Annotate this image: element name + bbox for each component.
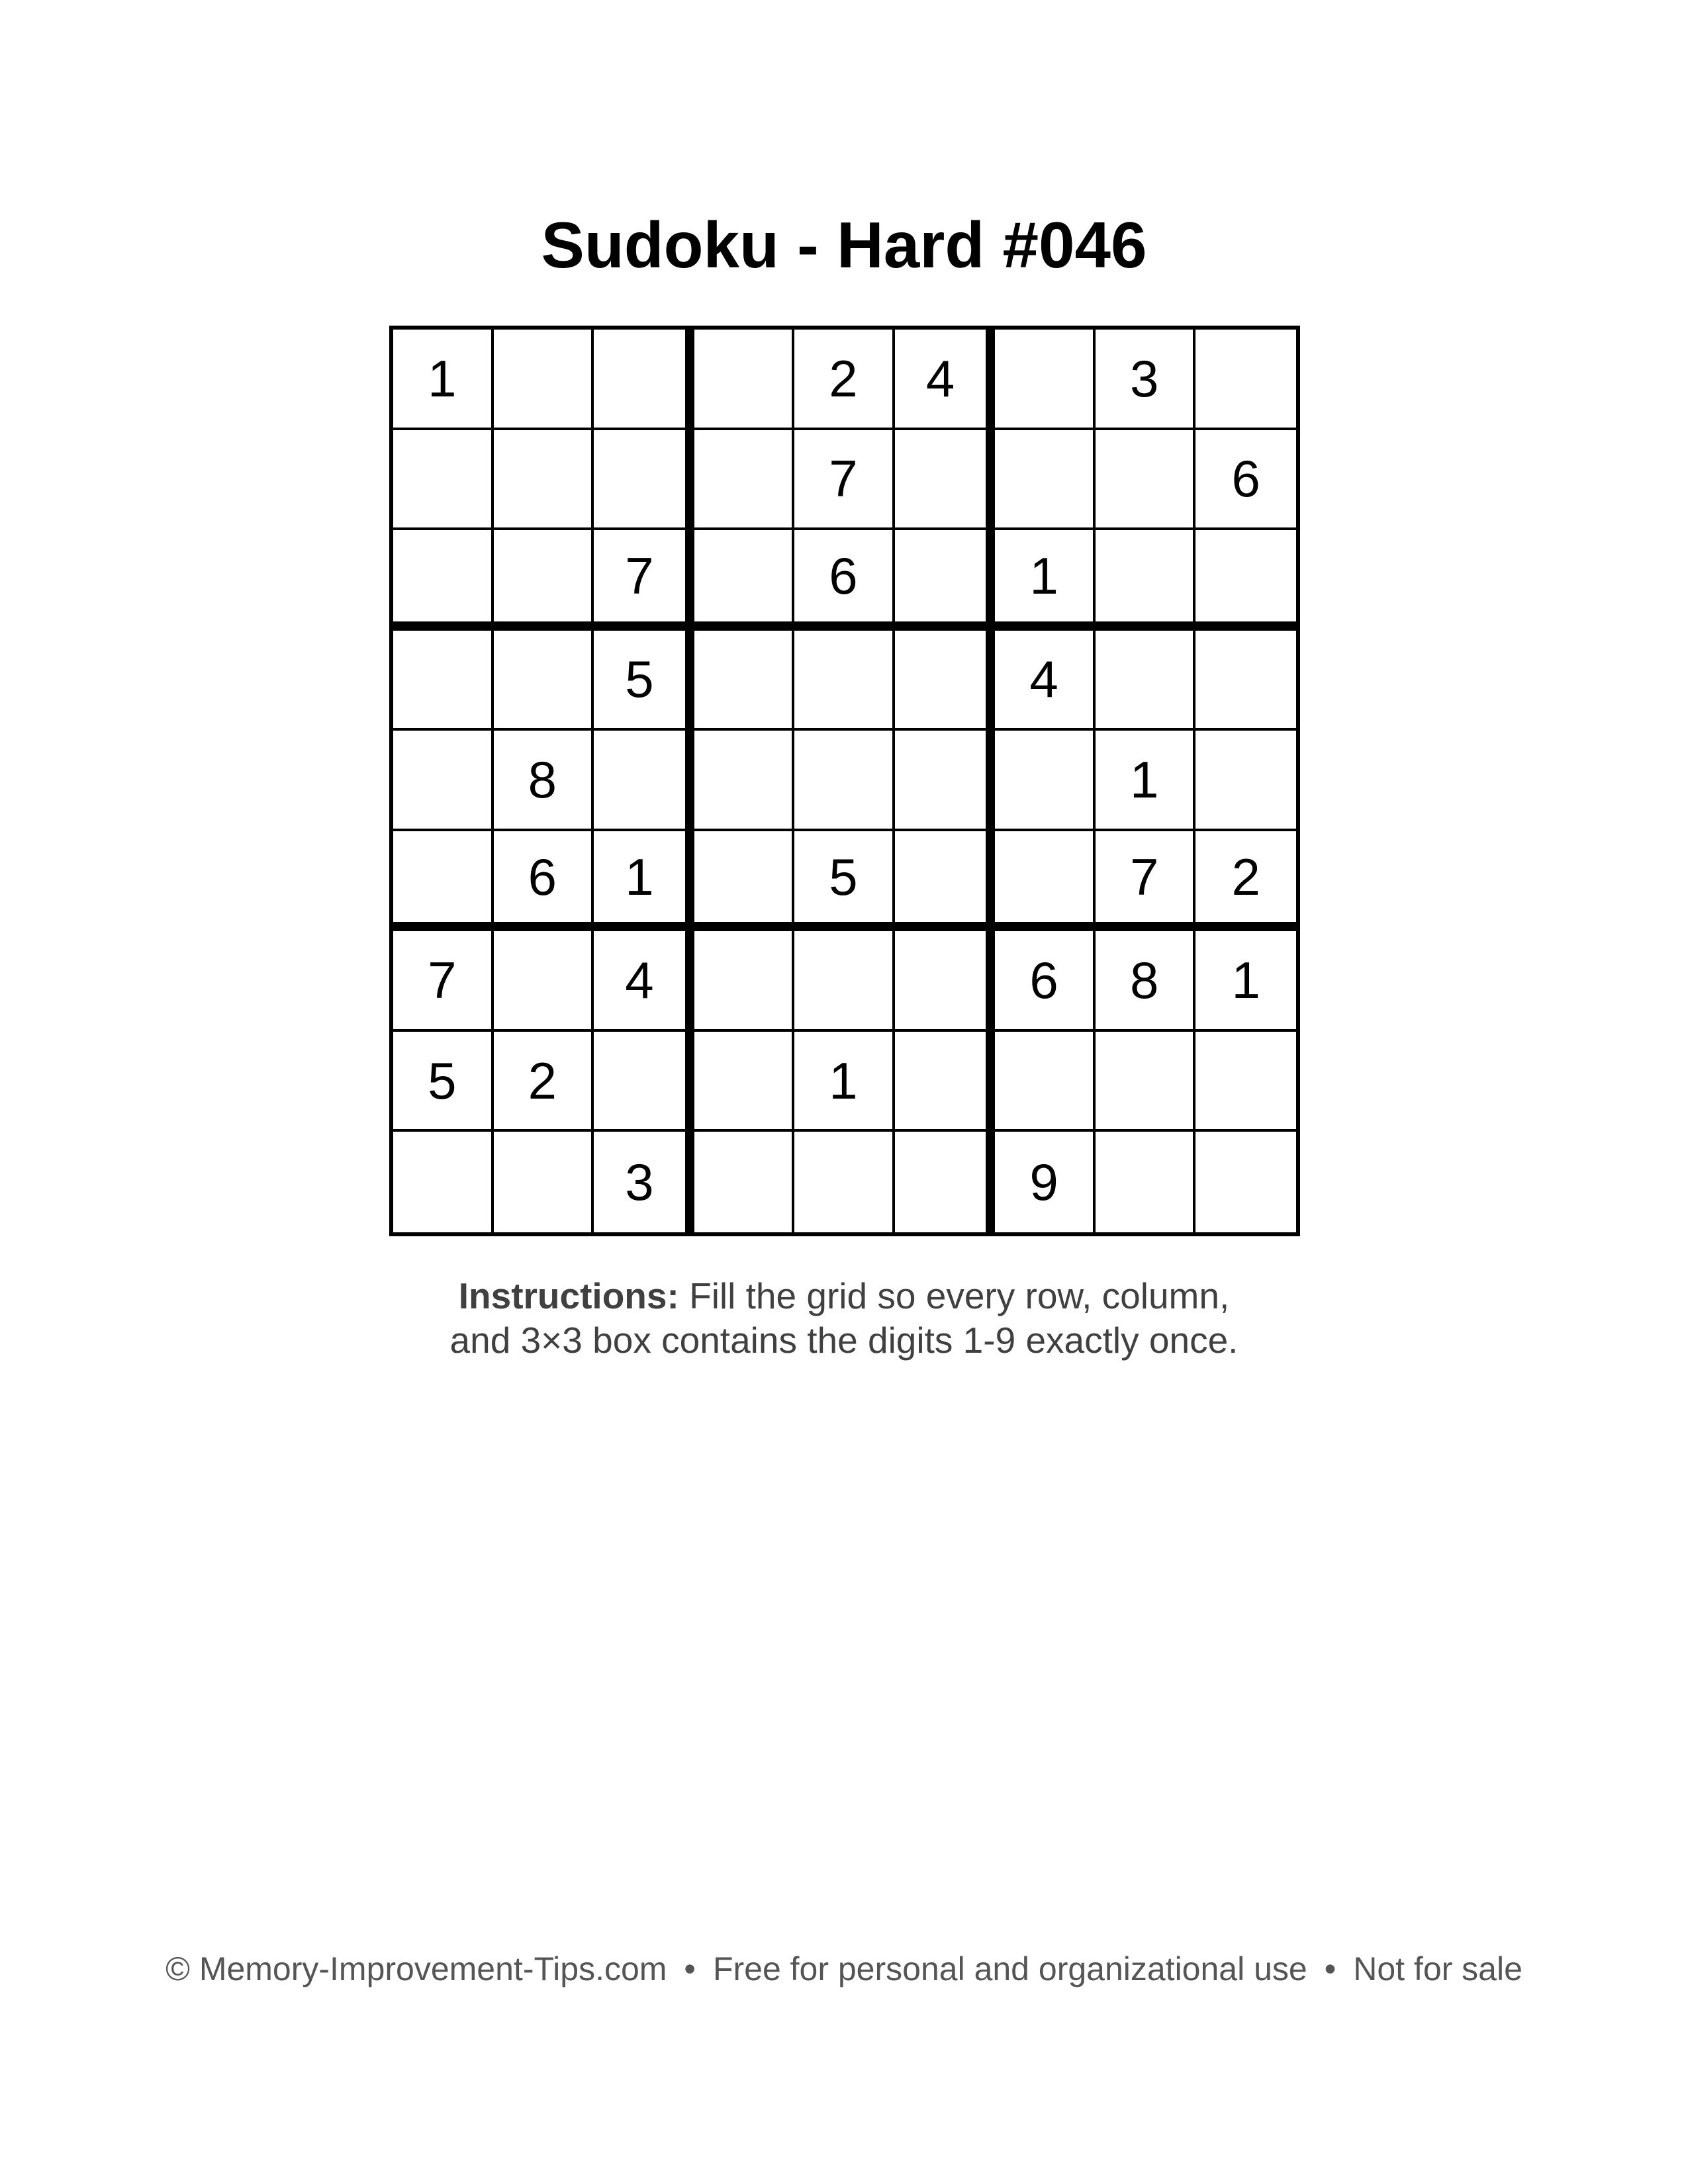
empty-cell[interactable]: [895, 430, 996, 531]
empty-cell[interactable]: [794, 731, 895, 831]
empty-cell[interactable]: [895, 631, 996, 731]
empty-cell[interactable]: [393, 430, 494, 531]
empty-cell[interactable]: [1096, 1132, 1196, 1232]
given-cell: 1: [1196, 931, 1296, 1032]
given-cell: 2: [494, 1032, 594, 1132]
empty-cell[interactable]: [1196, 1032, 1296, 1132]
empty-cell[interactable]: [895, 731, 996, 831]
given-cell: 6: [995, 931, 1096, 1032]
given-cell: 3: [594, 1132, 694, 1232]
instructions: [0, 1274, 1688, 1363]
empty-cell[interactable]: [1096, 631, 1196, 731]
empty-cell[interactable]: [1196, 330, 1296, 430]
given-cell: 4: [995, 631, 1096, 731]
given-cell: 5: [594, 631, 694, 731]
given-cell: 4: [594, 931, 694, 1032]
empty-cell[interactable]: [1196, 530, 1296, 631]
empty-cell[interactable]: [995, 330, 1096, 430]
empty-cell[interactable]: [694, 430, 795, 531]
footer: [0, 1946, 1688, 1992]
given-cell: 8: [494, 731, 594, 831]
empty-cell[interactable]: [393, 831, 494, 932]
given-cell: 1: [794, 1032, 895, 1132]
empty-cell[interactable]: [393, 731, 494, 831]
empty-cell[interactable]: [494, 631, 594, 731]
given-cell: 7: [594, 530, 694, 631]
empty-cell[interactable]: [594, 731, 694, 831]
empty-cell[interactable]: [393, 631, 494, 731]
given-cell: 5: [794, 831, 895, 932]
empty-cell[interactable]: [694, 831, 795, 932]
instructions-text-1: Fill the grid so every row, column,: [679, 1275, 1230, 1316]
footer-separator: •: [1324, 1950, 1336, 1987]
empty-cell[interactable]: [494, 430, 594, 531]
empty-cell[interactable]: [494, 1132, 594, 1232]
empty-cell[interactable]: [1096, 430, 1196, 531]
empty-cell[interactable]: [995, 1032, 1096, 1132]
given-cell: 1: [1096, 731, 1196, 831]
empty-cell[interactable]: [694, 330, 795, 430]
given-cell: 9: [995, 1132, 1096, 1232]
empty-cell[interactable]: [1196, 731, 1296, 831]
empty-cell[interactable]: [694, 931, 795, 1032]
empty-cell[interactable]: [895, 1032, 996, 1132]
empty-cell[interactable]: [694, 1032, 795, 1132]
footer-license: Free for personal and organizational use: [712, 1950, 1307, 1987]
empty-cell[interactable]: [895, 530, 996, 631]
empty-cell[interactable]: [895, 931, 996, 1032]
page-title: Sudoku - Hard #046: [541, 208, 1147, 281]
given-cell: 6: [494, 831, 594, 932]
empty-cell[interactable]: [694, 530, 795, 631]
empty-cell[interactable]: [1196, 631, 1296, 731]
given-cell: 7: [794, 430, 895, 531]
empty-cell[interactable]: [995, 430, 1096, 531]
empty-cell[interactable]: [1096, 1032, 1196, 1132]
given-cell: 1: [995, 530, 1096, 631]
sudoku-grid: [389, 326, 1300, 1236]
empty-cell[interactable]: [1096, 530, 1196, 631]
empty-cell[interactable]: [393, 530, 494, 631]
empty-cell[interactable]: [494, 330, 594, 430]
given-cell: 8: [1096, 931, 1196, 1032]
empty-cell[interactable]: [895, 1132, 996, 1232]
given-cell: 7: [1096, 831, 1196, 932]
footer-copyright: © Memory-Improvement-Tips.com: [165, 1950, 667, 1987]
given-cell: 6: [1196, 430, 1296, 531]
empty-cell[interactable]: [995, 731, 1096, 831]
empty-cell[interactable]: [794, 631, 895, 731]
empty-cell[interactable]: [1196, 1132, 1296, 1232]
given-cell: 4: [895, 330, 996, 430]
empty-cell[interactable]: [594, 1032, 694, 1132]
empty-cell[interactable]: [895, 831, 996, 932]
given-cell: 1: [393, 330, 494, 430]
empty-cell[interactable]: [494, 530, 594, 631]
empty-cell[interactable]: [694, 631, 795, 731]
empty-cell[interactable]: [393, 1132, 494, 1232]
instructions-label: Instructions:: [458, 1275, 679, 1316]
instructions-line-1: [0, 1274, 1688, 1318]
empty-cell[interactable]: [694, 1132, 795, 1232]
empty-cell[interactable]: [694, 731, 795, 831]
empty-cell[interactable]: [594, 330, 694, 430]
given-cell: 1: [594, 831, 694, 932]
given-cell: 5: [393, 1032, 494, 1132]
footer-not-for-sale: Not for sale: [1353, 1950, 1523, 1987]
footer-separator: •: [684, 1950, 696, 1987]
empty-cell[interactable]: [794, 1132, 895, 1232]
given-cell: 3: [1096, 330, 1196, 430]
instructions-text-2: and 3×3 box contains the digits 1-9 exactly once.: [449, 1320, 1239, 1361]
given-cell: 6: [794, 530, 895, 631]
given-cell: 7: [393, 931, 494, 1032]
given-cell: 2: [794, 330, 895, 430]
empty-cell[interactable]: [594, 430, 694, 531]
empty-cell[interactable]: [494, 931, 594, 1032]
empty-cell[interactable]: [995, 831, 1096, 932]
given-cell: 2: [1196, 831, 1296, 932]
empty-cell[interactable]: [794, 931, 895, 1032]
